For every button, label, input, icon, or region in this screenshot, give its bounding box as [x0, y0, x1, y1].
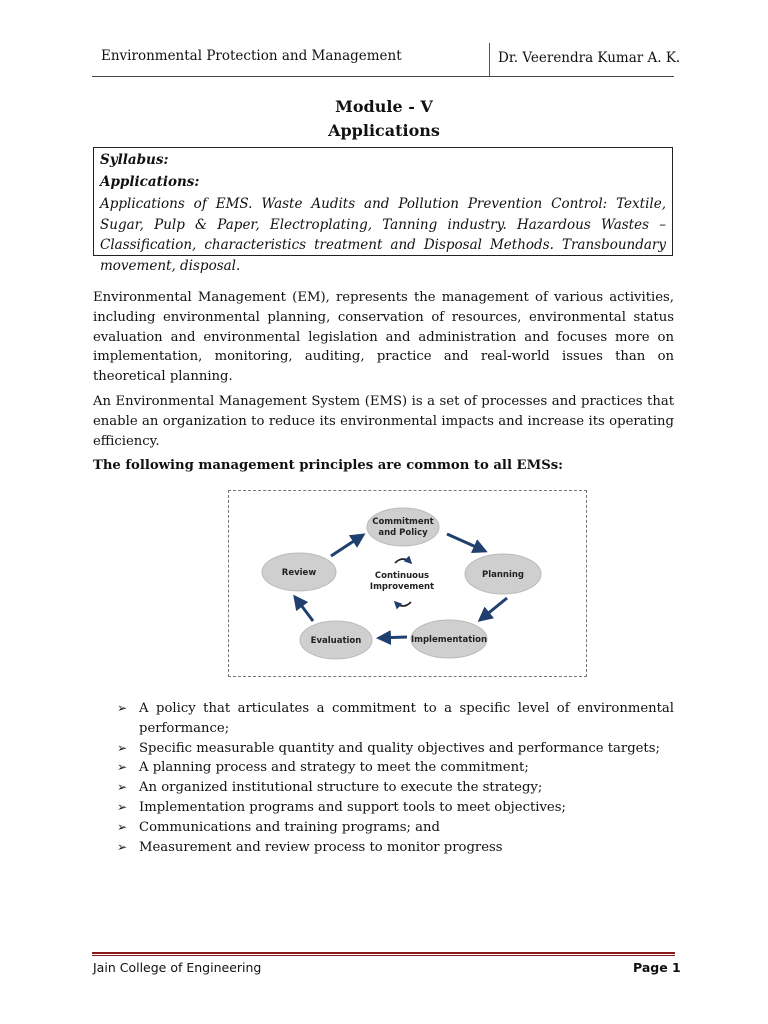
node-commitment-label-1: Commitment	[372, 517, 434, 527]
list-item: ➢ A policy that articulates a commitment to a specific level of environmental performance;	[117, 701, 674, 736]
node-planning-label: Planning	[481, 570, 525, 580]
principles-heading: The following management principles are common to all EMSs:	[93, 458, 564, 473]
node-review-label: Review	[281, 568, 317, 578]
paragraph-ems: An Environmental Management System (EMS) is a set of processes and practices that enable an organization to reduce its environmental impacts and increase its operating efficiency.	[93, 394, 674, 449]
paragraph-em: Environmental Management (EM), represents the management of various activities, including environmental planning, conservation of resources, environmental status evaluation and environmental legislation and administration and focuses more on implementation, monitoring, auditing, practice and real-world issues than on theoretical planning.	[93, 290, 674, 385]
list-item: ➢ Specific measurable quantity and quality objectives and performance targets;	[117, 739, 674, 759]
cycle-arrow-top-icon	[395, 559, 411, 563]
module-title: Module - V	[335, 97, 433, 116]
center-label-2: Improvement	[369, 582, 435, 592]
page-number: Page 1	[633, 960, 681, 975]
center-label-1: Continuous	[374, 571, 430, 581]
principles-list	[117, 699, 674, 857]
syllabus-box	[93, 147, 673, 274]
node-commitment-label-2: and Policy	[378, 528, 428, 538]
arrow-bullet-icon: ➢	[117, 799, 128, 814]
header-author: Dr. Veerendra Kumar A. K.	[498, 50, 681, 66]
footer-rule	[92, 952, 675, 954]
arrow-bullet-icon: ➢	[117, 760, 128, 775]
arrow-bullet-icon: ➢	[117, 839, 128, 854]
arrow-bullet-icon: ➢	[117, 740, 128, 755]
cycle-arrow-bottom-icon	[395, 602, 411, 606]
node-commitment	[367, 508, 439, 546]
footer-institution: Jain College of Engineering	[93, 960, 262, 975]
header-rule	[92, 76, 674, 77]
list-item: ➢ A planning process and strategy to meet the commitment;	[117, 758, 674, 778]
header-title: Environmental Protection and Management	[101, 48, 402, 64]
node-evaluation-label: Evaluation	[310, 636, 362, 646]
arrow-review-to-commitment	[331, 535, 363, 556]
module-subtitle: Applications	[328, 121, 440, 140]
syllabus-text: Applications of EMS. Waste Audits and Pollution Prevention Control: Textile, Sugar, Pulp & Paper, Electroplating, Tanning industry. Hazardous Wastes – Classification, characteristics treatment and Disposal Methods. Transboundary movement, disposal.	[100, 196, 666, 274]
arrow-implementation-to-evaluation	[379, 637, 407, 638]
arrow-bullet-icon: ➢	[117, 701, 128, 715]
syllabus-label: Syllabus:	[100, 152, 169, 168]
ems-cycle-diagram	[228, 490, 587, 677]
ems-cycle-svg	[229, 491, 588, 678]
arrow-bullet-icon: ➢	[117, 780, 128, 795]
arrow-evaluation-to-review	[295, 597, 313, 621]
list-item: ➢ Measurement and review process to monitor progress	[117, 838, 674, 858]
list-item: ➢ An organized institutional structure to execute the strategy;	[117, 778, 674, 798]
node-implementation-label: Implementation	[410, 635, 488, 645]
arrow-commitment-to-planning	[447, 534, 485, 551]
applications-label: Applications:	[100, 174, 200, 190]
footer-rule-thin	[92, 955, 675, 956]
header-divider	[489, 43, 490, 76]
arrow-bullet-icon: ➢	[117, 819, 128, 834]
list-item: ➢ Communications and training programs; and	[117, 818, 674, 838]
list-item: ➢ Implementation programs and support tools to meet objectives;	[117, 798, 674, 818]
arrow-planning-to-implementation	[480, 598, 507, 620]
